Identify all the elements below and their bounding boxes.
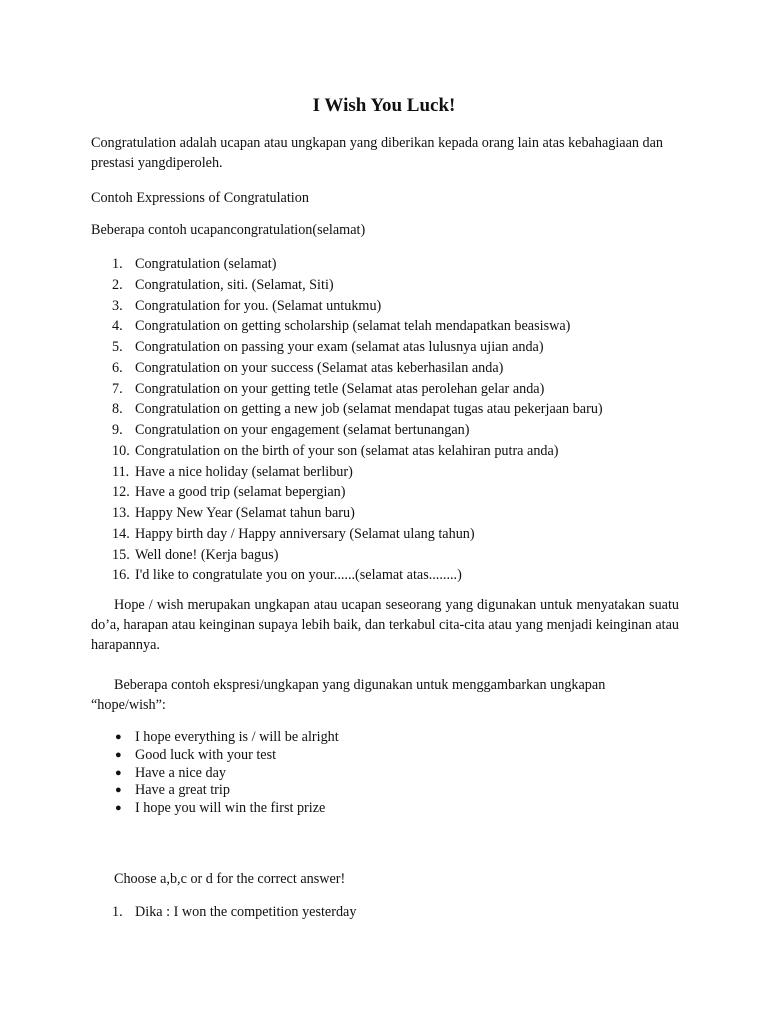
list-text: Congratulation on getting a new job (selamat mendapat tugas atau pekerjaan baru) <box>135 401 603 418</box>
document-title: I Wish You Luck! <box>312 95 456 116</box>
bullet-icon: ● <box>115 784 122 797</box>
hope-paragraph-text: Hope / wish merupakan ungkapan atau ucapan seseorang yang digunakan untuk menyatakan suatu do’a, harapan atau keinginan supaya lebih baik, dan terkabul cita-cita atau yang menjadi keinginan atau harapannya. <box>91 597 679 653</box>
list-text: Congratulation on the birth of your son (selamat atas kelahiran putra anda) <box>135 442 559 459</box>
list-text: Congratulation on passing your exam (selamat atas lulusnya ujian anda) <box>135 339 544 355</box>
list-text: Have a nice day <box>135 764 226 781</box>
list-number: 3. <box>112 297 123 314</box>
list-number: 16. <box>112 567 130 584</box>
list-text: Congratulation (selamat) <box>135 256 277 272</box>
list-number: 14. <box>112 525 130 542</box>
list-number: 8. <box>112 401 123 418</box>
list-number: 2. <box>112 276 123 293</box>
list-number: 13. <box>112 505 130 521</box>
bullet-icon: ● <box>115 802 122 815</box>
list-text: Have a nice holiday (selamat berlibur) <box>135 463 353 480</box>
list-number: 5. <box>112 339 123 355</box>
hope-paragraph <box>91 595 679 655</box>
section-heading: Contoh Expressions of Congratulation <box>91 190 309 206</box>
hope-examples-intro: Beberapa contoh ekspresi/ungkapan yang digunakan untuk menggambarkan ungkapan “hope/wish”: <box>91 677 606 713</box>
list-text: Happy New Year (Selamat tahun baru) <box>135 505 355 521</box>
list-text: Congratulation for you. (Selamat untukmu) <box>135 297 382 314</box>
list-text: Well done! (Kerja bagus) <box>135 546 279 563</box>
list-text: I hope you will win the first prize <box>135 800 326 817</box>
list-text: Happy birth day / Happy anniversary (Selamat ulang tahun) <box>135 525 475 542</box>
list-text: Have a good trip (selamat bepergian) <box>135 484 346 501</box>
bullet-icon: ● <box>115 731 122 743</box>
list-text: Congratulation, siti. (Selamat, Siti) <box>135 276 334 293</box>
list-number: 9. <box>112 422 123 438</box>
list-text: Congratulation on your getting tetle (Selamat atas perolehan gelar anda) <box>135 380 545 397</box>
list-number: 4. <box>112 318 123 335</box>
list-number: 1. <box>112 256 123 272</box>
bullet-icon: ● <box>115 766 122 779</box>
list-text: I hope everything is / will be alright <box>135 729 339 745</box>
bullet-icon: ● <box>115 748 122 761</box>
list-number: 11. <box>112 463 130 480</box>
list-number: 7. <box>112 380 123 397</box>
list-text: Have a great trip <box>135 782 230 799</box>
list-text: Congratulation on your engagement (selamat bertunangan) <box>135 422 470 438</box>
list-number: 6. <box>112 359 123 376</box>
list-number: 12. <box>112 484 130 501</box>
examples-heading: Beberapa contoh ucapancongratulation(selamat) <box>91 222 366 238</box>
list-text: I'd like to congratulate you on your......(selamat atas........) <box>135 567 462 584</box>
list-text: Congratulation on your success (Selamat atas keberhasilan anda) <box>135 359 504 376</box>
instruction: Choose a,b,c or d for the correct answer! <box>114 871 346 887</box>
question-number: 1. <box>112 904 123 920</box>
question-text: Dika : I won the competition yesterday <box>135 904 357 920</box>
list-text: Congratulation on getting scholarship (selamat telah mendapatkan beasiswa) <box>135 318 571 335</box>
list-text: Good luck with your test <box>135 746 277 763</box>
list-number: 15. <box>112 546 130 563</box>
intro-paragraph: Congratulation adalah ucapan atau ungkapan yang diberikan kepada orang lain atas kebahagiaan dan prestasi yangdiperoleh. <box>91 135 663 171</box>
list-number: 10. <box>112 442 130 459</box>
